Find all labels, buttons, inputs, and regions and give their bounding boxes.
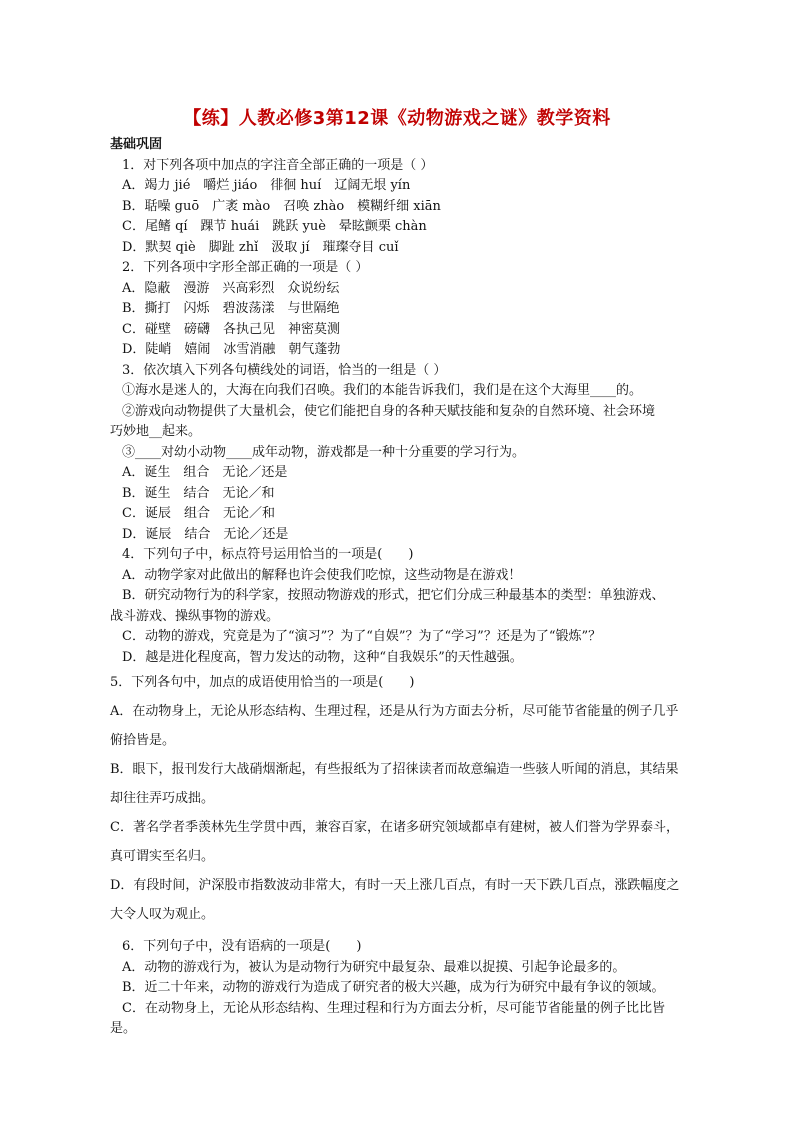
option-d: D．诞辰 结合 无论／还是	[122, 526, 289, 542]
option-c-continued: 真可谓实至名归。	[110, 849, 215, 864]
option-b: B．眼下，报刊发行大战硝烟渐起，有些报纸为了招徕读者而故意编造一些骇人听闻的消息，其结果	[110, 762, 679, 777]
option-a: A．诞生 组合 无论／还是	[122, 465, 288, 480]
question-stem: 6．下列句子中，没有语病的一项是( )	[122, 939, 362, 954]
option-d: D．陡峭 嬉闹 冰雪消融 朝气蓬勃	[122, 342, 341, 357]
option-b: B．聒噪 guō 广袤 mào 召唤 zhào 模糊纤细 xiān	[122, 198, 441, 214]
option-a: A．竭力 jié 嚼烂 jiáo 徘徊 huí 辽阔无垠 yín	[122, 178, 411, 193]
question-1	[110, 156, 700, 259]
option-a: A．在动物身上，无论从形态结构、生理过程，还是从行为方面去分析，尽可能节省能量的例子几乎	[110, 704, 679, 719]
option-c: C．动物的游戏，究竟是为了“演习”？为了“自娱”？为了“学习”？还是为了“锻炼”？	[122, 629, 602, 644]
sentence-2-continued: 巧妙地__起来。	[110, 424, 202, 439]
question-2	[110, 258, 700, 361]
option-d: D．默契 qiè 脚趾 zhǐ 汲取 jí 璀璨夺目 cuǐ	[122, 239, 399, 255]
option-d: D．有段时间，沪深股市指数波动非常大，有时一天上涨几百点，有时一天下跌几百点，涨跌幅度之	[110, 878, 680, 893]
question-stem: 3．依次填入下列各句横线处的词语，恰当的一组是（ ）	[122, 362, 447, 378]
option-b: B．近二十年来，动物的游戏行为造成了研究者的极大兴趣，成为行为研究中最有争议的领域。	[122, 980, 665, 995]
option-b: B．撕打 闪烁 碧波荡漾 与世隔绝	[122, 301, 340, 316]
option-d: D．越是进化程度高，智力发达的动物，这种“自我娱乐”的天性越强。	[122, 649, 523, 665]
question-3	[110, 361, 700, 546]
option-b: B．诞生 结合 无论／和	[122, 485, 275, 501]
question-5	[110, 668, 700, 929]
option-a: A．隐蔽 漫游 兴高彩烈 众说纷纭	[122, 280, 340, 296]
question-stem: 1．对下列各项中加点的字注音全部正确的一项是（ ）	[122, 157, 434, 173]
option-c-continued: 是。	[110, 1021, 137, 1036]
option-d-continued: 大令人叹为观止。	[110, 907, 215, 922]
question-stem: 4．下列句子中，标点符号运用恰当的一项是( )	[122, 547, 414, 562]
option-a: A．动物的游戏行为，被认为是动物行为研究中最复杂、最难以捉摸、引起争论最多的。	[122, 959, 626, 975]
option-b-continued: 战斗游戏、操纵事物的游戏。	[110, 608, 280, 624]
question-stem: 5．下列各句中，加点的成语使用恰当的一项是( )	[110, 675, 415, 690]
document-body	[110, 135, 700, 1040]
option-b: B．研究动物行为的科学家，按照动物游戏的形式，把它们分成三种最基本的类型：单独游戏、	[122, 588, 665, 603]
option-c: C．著名学者季羡林先生学贯中西，兼容百家，在诸多研究领域都卓有建树，被人们誉为学界泰斗，	[110, 820, 679, 835]
option-c: C．诞辰 组合 无论／和	[122, 506, 275, 521]
sentence-1: ①海水是迷人的，大海在向我们召唤。我们的本能告诉我们，我们是在这个大海里____的。	[122, 383, 643, 398]
option-c: C．碰壁 磅礴 各执己见 神密莫测	[122, 321, 340, 337]
question-6	[110, 937, 700, 1040]
sentence-2: ②游戏向动物提供了大量机会，使它们能把自身的各种天赋技能和复杂的自然环境、社会环境	[122, 403, 656, 419]
option-c: C．在动物身上，无论从形态结构、生理过程和行为方面去分析，尽可能节省能量的例子比比皆	[122, 1000, 665, 1016]
sentence-3: ③____对幼小动物____成年动物，游戏都是一种十分重要的学习行为。	[122, 444, 526, 460]
section-heading: 基础巩固	[110, 137, 163, 152]
option-a-continued: 俯拾皆是。	[110, 733, 176, 748]
question-stem: 2．下列各项中字形全部正确的一项是（ ）	[122, 260, 369, 275]
question-4	[110, 545, 700, 668]
option-b-continued: 却往往弄巧成拙。	[110, 791, 215, 806]
option-a: A．动物学家对此做出的解释也许会使我们吃惊，这些动物是在游戏！	[122, 567, 522, 583]
option-c: C．尾鳍 qí 踝节 huái 跳跃 yuè 晕眩颤栗 chàn	[122, 219, 427, 234]
page-title: 【练】人教必修3第12课《动物游戏之谜》教学资料	[183, 108, 611, 129]
